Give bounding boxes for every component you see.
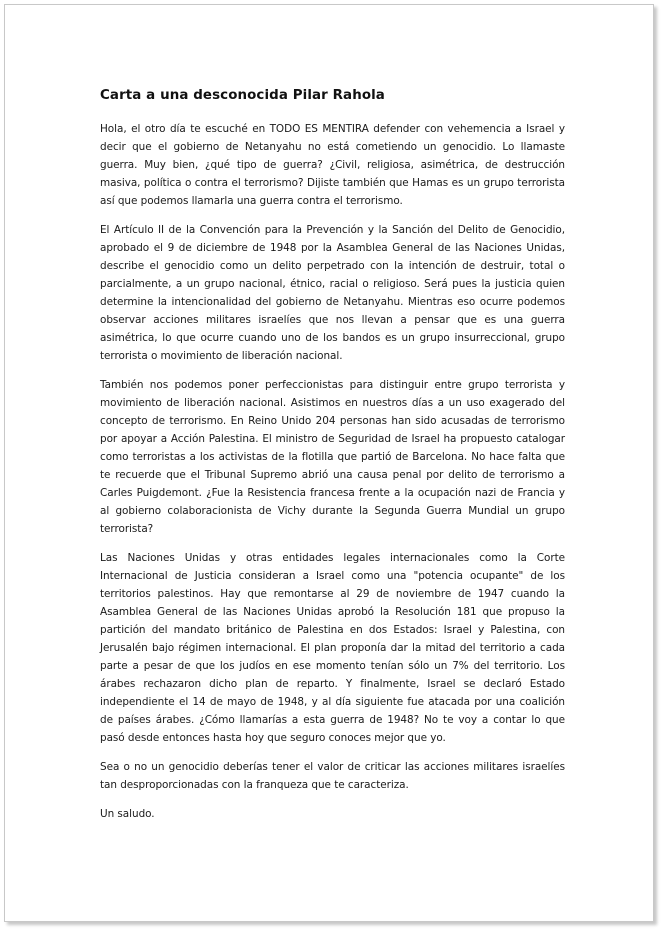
closing-salutation: Un saludo.	[100, 808, 155, 820]
paragraph-5: Sea o no un genocidio deberías tener el valor de criticar las acciones militares israelíes tan desproporcionadas con la franqueza que te caracteriza.	[100, 761, 565, 791]
paragraph-2: El Artículo II de la Convención para la Prevención y la Sanción del Delito de Genocidio, aprobado el 9 de diciembre de 1948 por la Asamblea General de las Naciones Unidas, describe el genocidio como un delito perpetrado con la intención de destruir, total o parcialmente, a un grupo nacional, étnico, racial o religioso. Será pues la justicia quien determine la intencionalidad del gobierno de Netanyahu. Mientras eso ocurre podemos observar acciones militares israelíes que nos llevan a pensar que es una guerra asimétrica, lo que ocurre cuando uno de los bandos es un grupo insurreccional, grupo terrorista o movimiento de liberación nacional.	[100, 224, 565, 362]
document-page	[4, 4, 654, 922]
paragraph-3: También nos podemos poner perfeccionistas para distinguir entre grupo terrorista y movimiento de liberación nacional. Asistimos en nuestros días a un uso exagerado del concepto de terrorismo. En Reino Unido 204 personas han sido acusadas de terrorismo por apoyar a Acción Palestina. El ministro de Seguridad de Israel ha propuesto catalogar como terroristas a los activistas de la flotilla que partió de Barcelona. No hace falta que te recuerde que el Tribunal Supremo abrió una causa penal por delito de terrorismo a Carles Puigdemont. ¿Fue la Resistencia francesa frente a la ocupación nazi de Francia y al gobierno colaboracionista de Vichy durante la Segunda Guerra Mundial un grupo terrorista?	[100, 379, 565, 535]
document-body	[100, 87, 565, 834]
document-title: Carta a una desconocida Pilar Rahola	[100, 88, 385, 103]
paragraph-1: Hola, el otro día te escuché en TODO ES MENTIRA defender con vehemencia a Israel y decir que el gobierno de Netanyahu no está cometiendo un genocidio. Lo llamaste guerra. Muy bien, ¿qué tipo de guerra? ¿Civil, religiosa, asimétrica, de destrucción masiva, política o contra el terrorismo? Dijiste también que Hamas es un grupo terrorista así que podemos llamarla una guerra contra el terrorismo.	[100, 123, 565, 207]
paragraph-4: Las Naciones Unidas y otras entidades legales internacionales como la Corte Internacional de Justicia consideran a Israel como una "potencia ocupante" de los territorios palestinos. Hay que remontarse al 29 de noviembre de 1947 cuando la Asamblea General de las Naciones Unidas aprobó la Resolución 181 que propuso la partición del mandato británico de Palestina en dos Estados: Israel y Palestina, con Jerusalén bajo régimen internacional. El plan proponía dar la mitad del territorio a cada parte a pesar de que los judíos en ese momento tenían sólo un 7% del territorio. Los árabes rechazaron dicho plan de reparto. Y finalmente, Israel se declaró Estado independiente el 14 de mayo de 1948, y al día siguiente fue atacada por una coalición de países árabes. ¿Cómo llamarías a esta guerra de 1948? No te voy a contar lo que pasó desde entonces hasta hoy que seguro conoces mejor que yo.	[100, 552, 565, 744]
